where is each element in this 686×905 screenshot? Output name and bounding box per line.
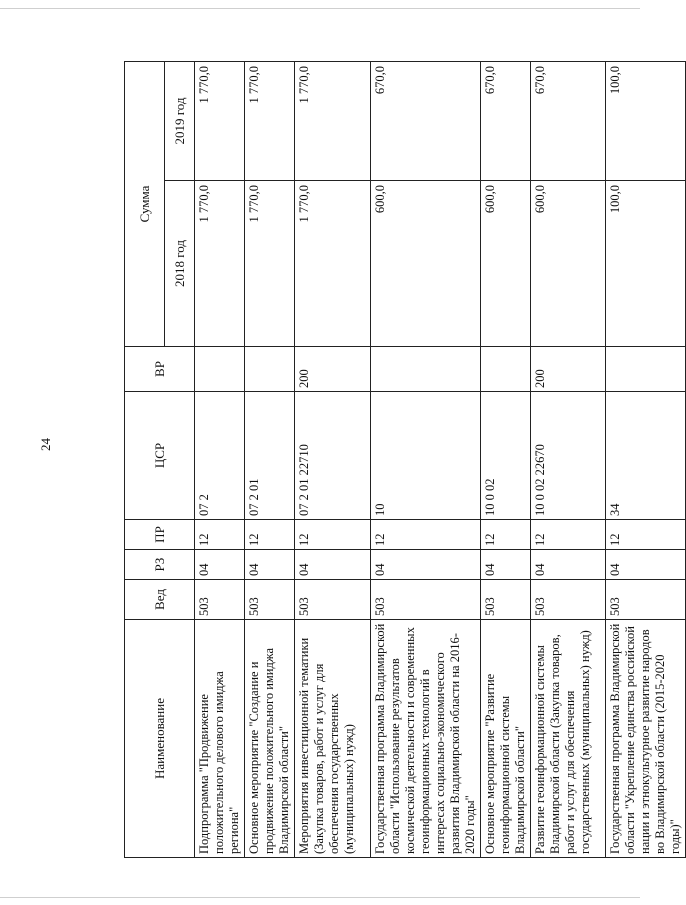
header-2018: 2018 год [165, 181, 195, 347]
header-rz: РЗ [125, 550, 195, 580]
row-pr: 12 [295, 520, 371, 550]
row-name: Государственная программа Владимирской области "Укрепление единства российской нации и этнокультурное развитие народов во Владимирской области (2015-2020 годы)" [606, 620, 686, 858]
row-2019: 1 770,0 [245, 62, 295, 181]
page-number: 24 [38, 438, 53, 451]
row-2018: 600,0 [371, 181, 481, 347]
row-rz: 04 [371, 550, 481, 580]
table-row [606, 62, 686, 858]
row-csr: 07 2 01 22710 [295, 392, 371, 520]
budget-table-container [124, 62, 682, 858]
row-rz: 04 [481, 550, 531, 580]
table-row [195, 62, 245, 858]
row-2018: 1 770,0 [195, 181, 245, 347]
row-ved: 503 [531, 580, 606, 620]
row-ved: 503 [606, 580, 686, 620]
row-vr [371, 347, 481, 392]
row-vr: 200 [295, 347, 371, 392]
row-rz: 04 [245, 550, 295, 580]
row-pr: 12 [531, 520, 606, 550]
row-ved: 503 [245, 580, 295, 620]
row-ved: 503 [295, 580, 371, 620]
row-csr: 34 [606, 392, 686, 520]
row-rz: 04 [531, 550, 606, 580]
header-row [125, 62, 165, 858]
table-row [295, 62, 371, 858]
row-2018: 1 770,0 [245, 181, 295, 347]
row-pr: 12 [481, 520, 531, 550]
row-vr [195, 347, 245, 392]
header-name: Наименование [125, 620, 195, 858]
row-ved: 503 [481, 580, 531, 620]
row-pr: 12 [245, 520, 295, 550]
row-name: Мероприятия инвестиционной тематики (Закупка товаров, работ и услуг для обеспечения государственных (муниципальных) нужд) [295, 620, 371, 858]
row-2019: 670,0 [481, 62, 531, 181]
row-name: Основное мероприятие "Развитие геоинформационной системы Владимирской области" [481, 620, 531, 858]
row-pr: 12 [606, 520, 686, 550]
table-row [371, 62, 481, 858]
row-rz: 04 [295, 550, 371, 580]
header-vr: ВР [125, 347, 195, 392]
row-csr: 10 0 02 22670 [531, 392, 606, 520]
row-name: Государственная программа Владимирской области "Использование результатов космической деятельности и современных геоинформационных технологий в интересах социально-экономического развития Владимирской области на 2016-2020 годы" [371, 620, 481, 858]
row-csr: 07 2 [195, 392, 245, 520]
row-csr: 07 2 01 [245, 392, 295, 520]
header-2019: 2019 год [165, 62, 195, 181]
row-name: Развитие геоинформационной системы Владимирской области (Закупка товаров, работ и услуг для обеспечения государственных (муниципальных) нужд) [531, 620, 606, 858]
budget-table [124, 61, 686, 858]
row-rz: 04 [195, 550, 245, 580]
row-2019: 670,0 [371, 62, 481, 181]
row-2019: 1 770,0 [195, 62, 245, 181]
row-2019: 670,0 [531, 62, 606, 181]
table-row [531, 62, 606, 858]
header-ved: Вед [125, 580, 195, 620]
row-vr [481, 347, 531, 392]
row-csr: 10 [371, 392, 481, 520]
row-ved: 503 [195, 580, 245, 620]
row-2019: 1 770,0 [295, 62, 371, 181]
row-ved: 503 [371, 580, 481, 620]
row-pr: 12 [371, 520, 481, 550]
row-2018: 600,0 [531, 181, 606, 347]
row-2018: 600,0 [481, 181, 531, 347]
row-2019: 100,0 [606, 62, 686, 181]
row-vr [245, 347, 295, 392]
row-vr: 200 [531, 347, 606, 392]
header-pr: ПР [125, 520, 195, 550]
row-2018: 100,0 [606, 181, 686, 347]
row-pr: 12 [195, 520, 245, 550]
table-row [481, 62, 531, 858]
row-csr: 10 0 02 [481, 392, 531, 520]
header-csr: ЦСР [125, 392, 195, 520]
table-row [245, 62, 295, 858]
row-2018: 1 770,0 [295, 181, 371, 347]
row-name: Подпрограмма "Продвижение положительного делового имиджа региона" [195, 620, 245, 858]
row-rz: 04 [606, 550, 686, 580]
header-sum: Сумма [125, 62, 165, 347]
row-vr [606, 347, 686, 392]
row-name: Основное мероприятие "Создание и продвижение положительного имиджа Владимирской области" [245, 620, 295, 858]
